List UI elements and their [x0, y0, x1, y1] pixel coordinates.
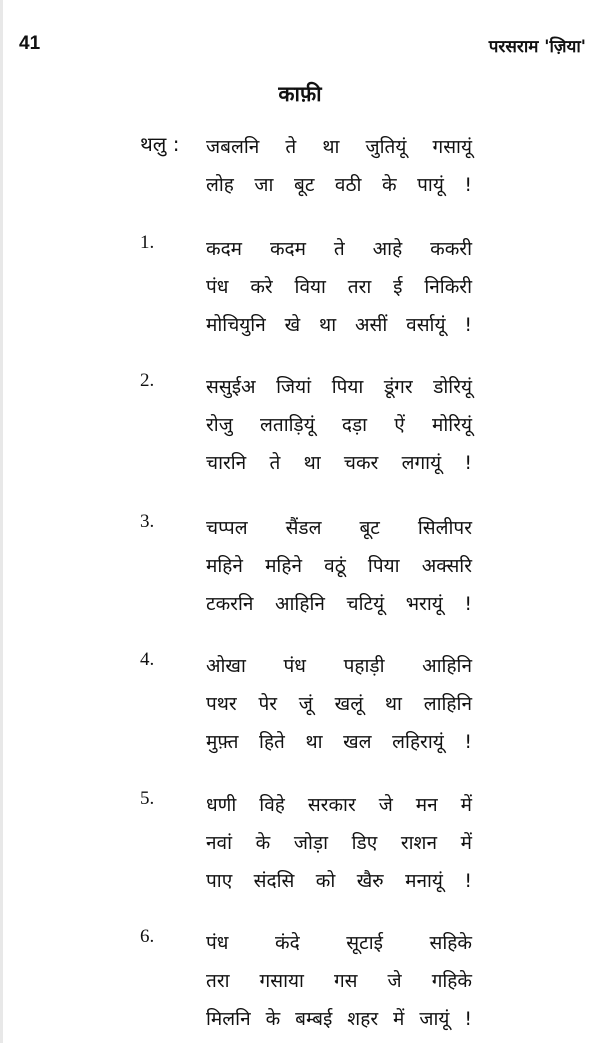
- stanza-lines: [206, 509, 472, 623]
- stanza-lines: [206, 924, 472, 1038]
- verse-line: टकरनि आहिनि चटियूं भरायूं !: [206, 593, 472, 615]
- stanza-lines: [206, 647, 472, 761]
- verse-line: पथर पेर जूं खलूं था लाहिनि: [206, 693, 472, 715]
- stanza-number: 4.: [140, 649, 155, 670]
- stanza-number: 5.: [140, 788, 155, 809]
- stanza-lines: [206, 368, 472, 482]
- verse-line: पंध कंदे सूटाई सहिके: [206, 932, 472, 954]
- verse-line: पंध करे विया तरा ई निकिरी: [206, 276, 472, 298]
- verse-line: मिलनि के बम्बई शहर में जायूं !: [206, 1008, 472, 1030]
- stanza-lines: [206, 128, 472, 204]
- verse-line: ससुईअ जियां पिया डूंगर डोरियूं: [206, 376, 472, 398]
- verse-line: चप्पल सैंडल बूट सिलीपर: [206, 517, 472, 539]
- stanza-number: 6.: [140, 926, 155, 947]
- verse-line: ओखा पंध पहाड़ी आहिनि: [206, 655, 472, 677]
- stanza-number: 2.: [140, 370, 155, 391]
- running-head-author: परसराम 'ज़िया': [488, 37, 586, 57]
- verse-line: चारनि ते था चकर लगायूं !: [206, 452, 472, 474]
- stanza-lines: [206, 230, 472, 344]
- verse-line: मोचियुनि खे था असीं वर्सायूं !: [206, 314, 472, 336]
- verse-line: महिने महिने वठूं पिया अक्सरि: [206, 555, 472, 577]
- refrain-label: थलु :: [140, 132, 180, 156]
- stanza-number: 1.: [140, 232, 155, 253]
- stanza-number: 3.: [140, 511, 155, 532]
- verse-line: नवां के जोड़ा डिए राशन में: [206, 832, 472, 854]
- verse-line: कदम कदम ते आहे ककरी: [206, 238, 472, 260]
- verse-line: पाए संदसि को खैरु मनायूं !: [206, 870, 472, 892]
- verse-line: तरा गसाया गस जे गहिके: [206, 970, 472, 992]
- verse-line: लोह जा बूट वठी के पायूं !: [206, 174, 472, 196]
- verse-line: मुफ़्त हिते था खल लहिरायूं !: [206, 731, 472, 753]
- poem-title: काफ़ी: [278, 82, 322, 106]
- verse-line: रोजु लताड़ियूं दड़ा ऐं मोरियूं: [206, 414, 472, 436]
- stanza-lines: [206, 786, 472, 900]
- page-edge-shadow: [0, 0, 3, 1043]
- verse-line: धणी विहे सरकार जे मन में: [206, 794, 472, 816]
- page-number: 41: [19, 33, 41, 54]
- verse-line: जबलनि ते था जुतियूं गसायूं: [206, 136, 472, 158]
